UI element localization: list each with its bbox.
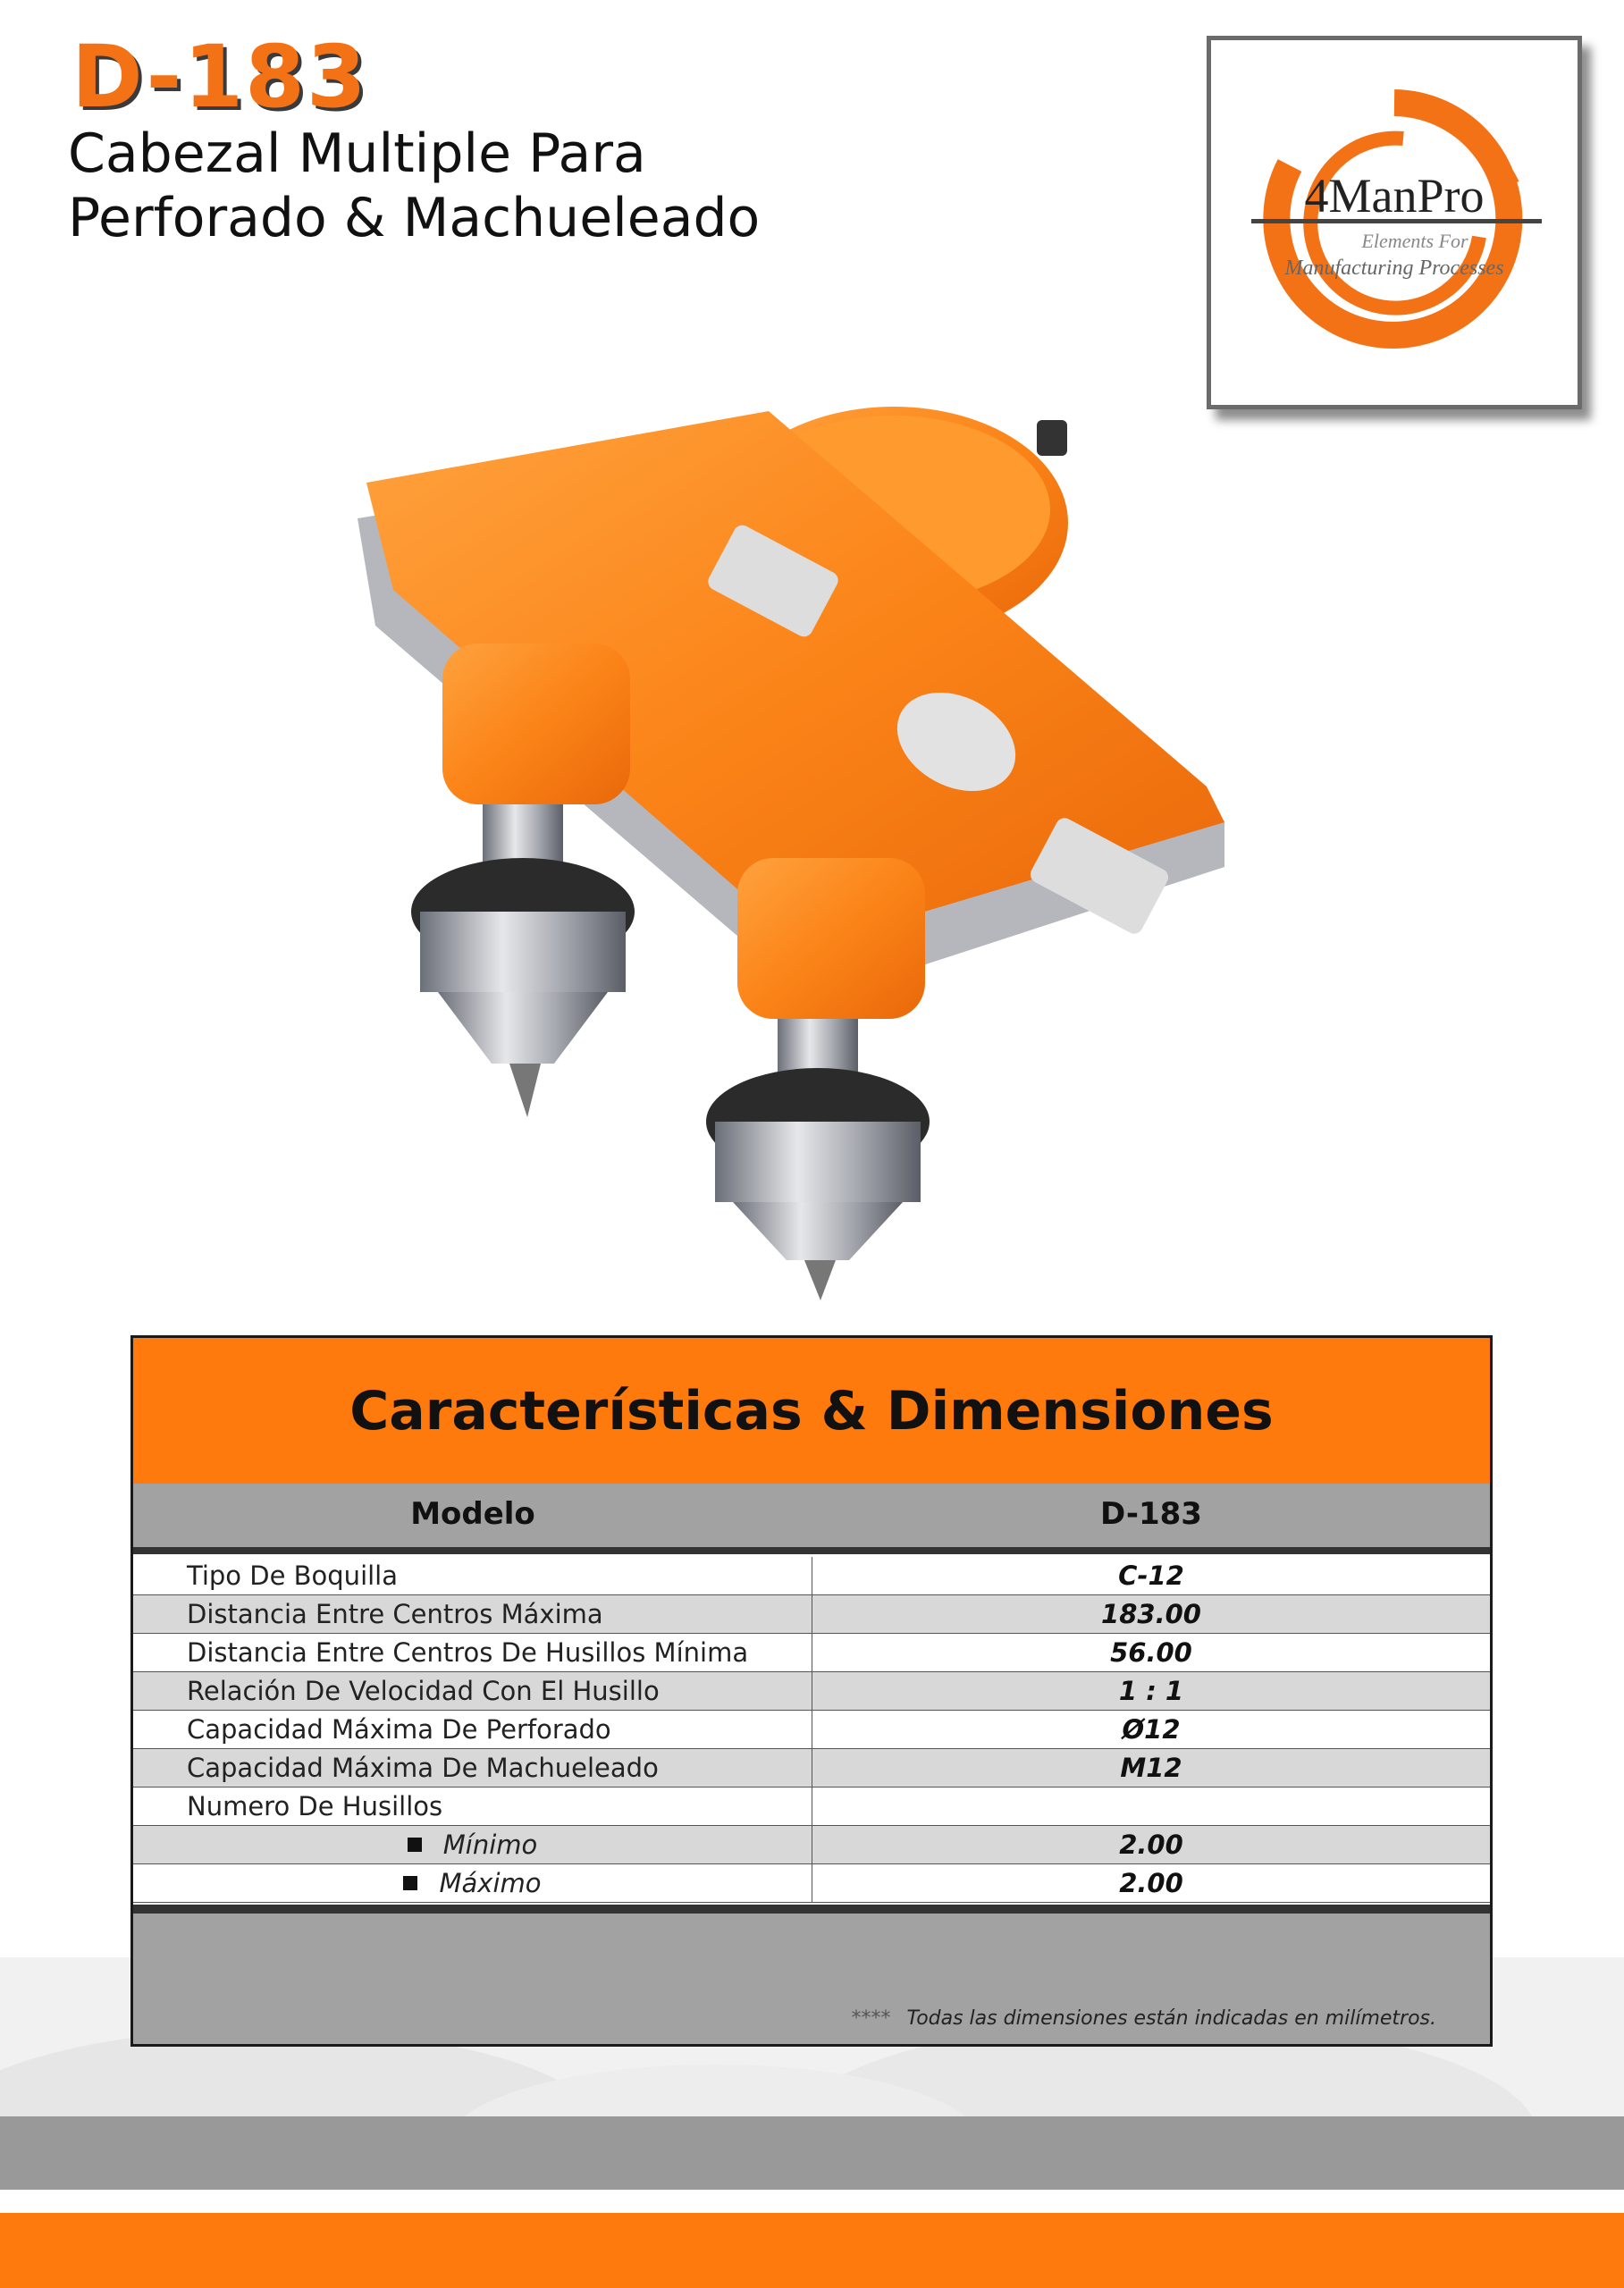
logo-brand-text: 4ManPro bbox=[1304, 169, 1485, 223]
row-label: Capacidad Máxima De Machueleado bbox=[133, 1749, 812, 1787]
table-divider bbox=[133, 1544, 1490, 1557]
row-value: 183.00 bbox=[1101, 1599, 1201, 1629]
row-label: Distancia Entre Centros Máxima bbox=[133, 1595, 812, 1633]
row-label: Máximo bbox=[439, 1868, 542, 1898]
product-code: D-183 bbox=[72, 27, 368, 127]
row-value: 2.00 bbox=[1119, 1868, 1183, 1898]
spec-rows bbox=[133, 1557, 1490, 1903]
title-line-2: Perforado & Machueleado bbox=[68, 187, 761, 249]
row-value bbox=[812, 1788, 1490, 1825]
logo-tagline-2: Manufacturing Processes bbox=[1284, 257, 1504, 280]
table-row bbox=[133, 1788, 1490, 1826]
logo-tagline-1: Elements For bbox=[1361, 230, 1468, 252]
dimensions-note bbox=[851, 2007, 1436, 2030]
row-label: Capacidad Máxima De Perforado bbox=[133, 1711, 812, 1748]
note-text: Todas las dimensiones están indicadas en milímetros. bbox=[906, 2007, 1436, 2030]
row-label: Tipo De Boquilla bbox=[133, 1557, 812, 1594]
row-value: 2.00 bbox=[1119, 1830, 1183, 1860]
footer-orange-band bbox=[0, 2213, 1624, 2288]
model-value: D-183 bbox=[1100, 1496, 1202, 1532]
row-label: Distancia Entre Centros De Husillos Mínima bbox=[133, 1634, 812, 1671]
table-row bbox=[133, 1749, 1490, 1788]
row-value: C-12 bbox=[1118, 1560, 1184, 1591]
row-value: 56.00 bbox=[1110, 1637, 1192, 1668]
table-row bbox=[133, 1672, 1490, 1711]
title-line-1: Cabezal Multiple Para bbox=[68, 122, 646, 185]
row-value: 1 : 1 bbox=[1118, 1676, 1184, 1706]
table-row bbox=[133, 1864, 1490, 1903]
spec-title: Características & Dimensiones bbox=[133, 1338, 1490, 1484]
row-value: M12 bbox=[1120, 1753, 1182, 1783]
table-row bbox=[133, 1634, 1490, 1672]
footer-gray-band bbox=[0, 2116, 1624, 2190]
row-value: Ø12 bbox=[1122, 1714, 1181, 1745]
bullet-square-icon bbox=[408, 1838, 422, 1852]
model-label: Modelo bbox=[410, 1496, 535, 1532]
note-stars: **** bbox=[851, 2007, 891, 2030]
row-label: Mínimo bbox=[442, 1830, 538, 1860]
brand-logo bbox=[1207, 36, 1582, 409]
row-label: Numero De Husillos bbox=[133, 1788, 812, 1825]
model-header bbox=[133, 1484, 1490, 1544]
table-divider bbox=[133, 1903, 1490, 1914]
table-row bbox=[133, 1557, 1490, 1595]
table-row bbox=[133, 1826, 1490, 1864]
table-row bbox=[133, 1711, 1490, 1749]
row-label: Relación De Velocidad Con El Husillo bbox=[133, 1672, 812, 1710]
table-row bbox=[133, 1595, 1490, 1634]
bullet-square-icon bbox=[403, 1876, 417, 1890]
product-image bbox=[340, 375, 1251, 1305]
page-title bbox=[68, 122, 760, 250]
spec-table bbox=[130, 1335, 1493, 2047]
